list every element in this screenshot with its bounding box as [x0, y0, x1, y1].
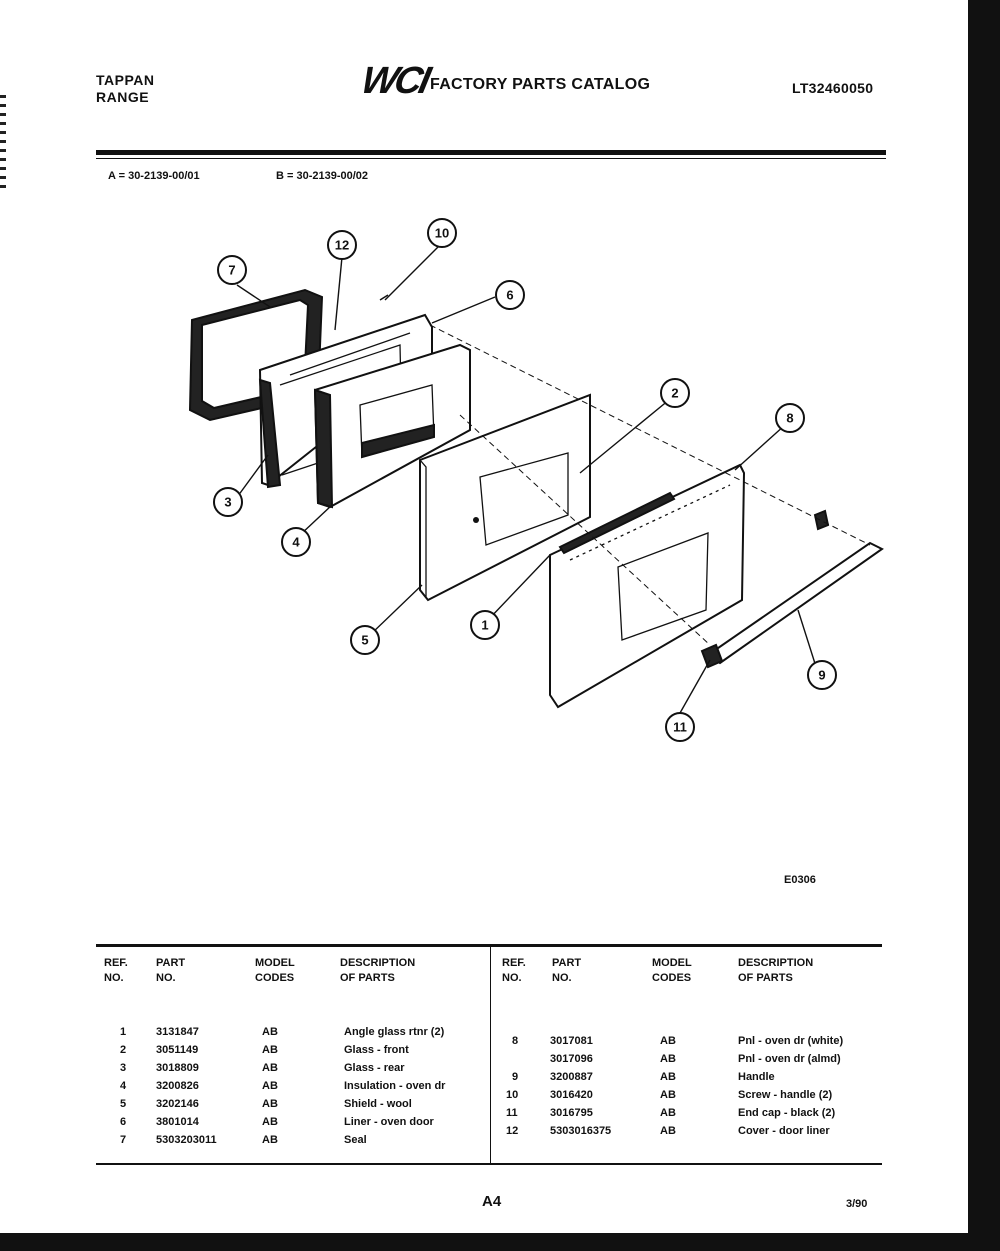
table-cell-desc: Handle	[738, 1071, 775, 1083]
callout-10	[428, 219, 456, 247]
table-cell-desc: Liner - oven door	[344, 1116, 434, 1128]
table-cell-code: AB	[262, 1134, 278, 1146]
svg-text:10: 10	[434, 225, 450, 241]
brand-name: TAPPAN	[96, 72, 155, 88]
svg-text:5: 5	[361, 632, 369, 648]
drawing-id: E0306	[784, 874, 816, 886]
callout-3	[214, 488, 242, 516]
table-cell-code: AB	[262, 1062, 278, 1074]
table-cell-part: 3051149	[156, 1044, 199, 1056]
table-row: 4	[120, 1080, 127, 1092]
table-cell-code: AB	[660, 1107, 676, 1119]
header-desc-right: DESCRIPTION OF PARTS	[738, 957, 814, 984]
header-ref-right: REF. NO.	[502, 957, 526, 984]
scan-edge-right	[968, 0, 1000, 1251]
header-rule-thin	[96, 158, 886, 159]
table-cell-desc: Shield - wool	[344, 1098, 412, 1110]
callout-11	[666, 713, 694, 741]
exploded-oven-door-diagram	[170, 215, 890, 755]
header-part-left: PART NO.	[156, 957, 186, 984]
table-cell-part: 3202146	[156, 1098, 199, 1110]
scan-edge-bottom	[0, 1233, 1000, 1251]
catalog-title: FACTORY PARTS CATALOG	[430, 76, 651, 93]
table-cell-code: AB	[262, 1080, 278, 1092]
table-cell-desc: Glass - rear	[344, 1062, 405, 1074]
callout-7	[218, 256, 246, 284]
table-row: 1	[120, 1026, 127, 1038]
svg-text:4: 4	[292, 534, 300, 550]
table-top-rule	[96, 944, 882, 947]
header-part-right: PART NO.	[552, 957, 582, 984]
table-row: 9	[512, 1071, 519, 1083]
table-cell-desc: Insulation - oven dr	[344, 1080, 446, 1092]
wci-logo: WCI	[357, 60, 432, 102]
scan-edge-marks	[0, 95, 6, 190]
table-cell-part: 3200887	[550, 1071, 593, 1083]
table-cell-desc: End cap - black (2)	[738, 1107, 836, 1119]
callout-5	[351, 626, 379, 654]
brand-block	[96, 72, 154, 106]
svg-text:8: 8	[786, 410, 794, 426]
table-cell-desc: Pnl - oven dr (white)	[738, 1035, 844, 1047]
page-number: A4	[482, 1193, 502, 1210]
model-code-a: A = 30-2139-00/01	[108, 170, 200, 182]
callout-4	[282, 528, 310, 556]
callout-1	[471, 611, 499, 639]
table-cell-code: AB	[660, 1089, 676, 1101]
svg-text:1: 1	[481, 617, 489, 633]
table-row: 7	[120, 1134, 127, 1146]
table-cell-code: AB	[660, 1053, 676, 1065]
table-cell-code: AB	[262, 1026, 278, 1038]
model-number: LT32460050	[792, 80, 874, 96]
svg-text:9: 9	[818, 667, 826, 683]
table-cell-desc: Screw - handle (2)	[738, 1089, 833, 1101]
callout-2	[661, 379, 689, 407]
table-cell-code: AB	[660, 1125, 676, 1137]
svg-text:7: 7	[228, 262, 236, 278]
table-cell-part: 5303203011	[156, 1134, 217, 1146]
table-cell-part: 5303016375	[550, 1125, 612, 1137]
table-cell-code: AB	[262, 1044, 278, 1056]
table-divider	[490, 946, 491, 1163]
table-cell-part: 3017096	[550, 1053, 593, 1065]
header-desc-left: DESCRIPTION OF PARTS	[340, 957, 416, 984]
table-row: 12	[506, 1125, 519, 1137]
product-type: RANGE	[96, 89, 150, 105]
table-row: 10	[506, 1089, 519, 1101]
revision-date: 3/90	[846, 1198, 868, 1210]
table-cell-desc: Pnl - oven dr (almd)	[738, 1053, 841, 1065]
table-row: 8	[512, 1035, 519, 1047]
header-ref-left: REF. NO.	[104, 957, 128, 984]
table-cell-desc: Glass - front	[344, 1044, 409, 1056]
table-bottom-rule	[96, 1163, 882, 1165]
svg-text:11: 11	[673, 719, 687, 735]
header-code-right: MODEL CODES	[652, 957, 692, 984]
callout-9	[808, 661, 836, 689]
svg-text:6: 6	[506, 287, 514, 303]
model-code-b: B = 30-2139-00/02	[276, 170, 369, 182]
table-cell-part: 3131847	[156, 1026, 199, 1038]
table-cell-part: 3018809	[156, 1062, 199, 1074]
header-rule	[96, 150, 886, 155]
table-row: 2	[120, 1044, 127, 1056]
callout-12	[328, 231, 356, 259]
table-cell-desc: Angle glass rtnr (2)	[344, 1026, 445, 1038]
svg-text:2: 2	[671, 385, 679, 401]
table-cell-code: AB	[660, 1035, 676, 1047]
table-row: 5	[120, 1098, 127, 1110]
table-row: 11	[506, 1107, 518, 1119]
table-cell-part: 3200826	[156, 1080, 199, 1092]
callout-8	[776, 404, 804, 432]
table-cell-part: 3801014	[156, 1116, 199, 1128]
svg-text:12: 12	[334, 237, 350, 253]
table-cell-desc: Seal	[344, 1134, 367, 1146]
table-cell-code: AB	[262, 1116, 278, 1128]
table-cell-desc: Cover - door liner	[738, 1125, 830, 1137]
header-code-left: MODEL CODES	[255, 957, 295, 984]
table-row: 3	[120, 1062, 127, 1074]
table-row: 6	[120, 1116, 127, 1128]
table-cell-part: 3017081	[550, 1035, 593, 1047]
callout-6	[496, 281, 524, 309]
table-cell-code: AB	[660, 1071, 676, 1083]
svg-text:3: 3	[224, 494, 232, 510]
table-cell-code: AB	[262, 1098, 278, 1110]
table-cell-part: 3016795	[550, 1107, 593, 1119]
table-cell-part: 3016420	[550, 1089, 593, 1101]
